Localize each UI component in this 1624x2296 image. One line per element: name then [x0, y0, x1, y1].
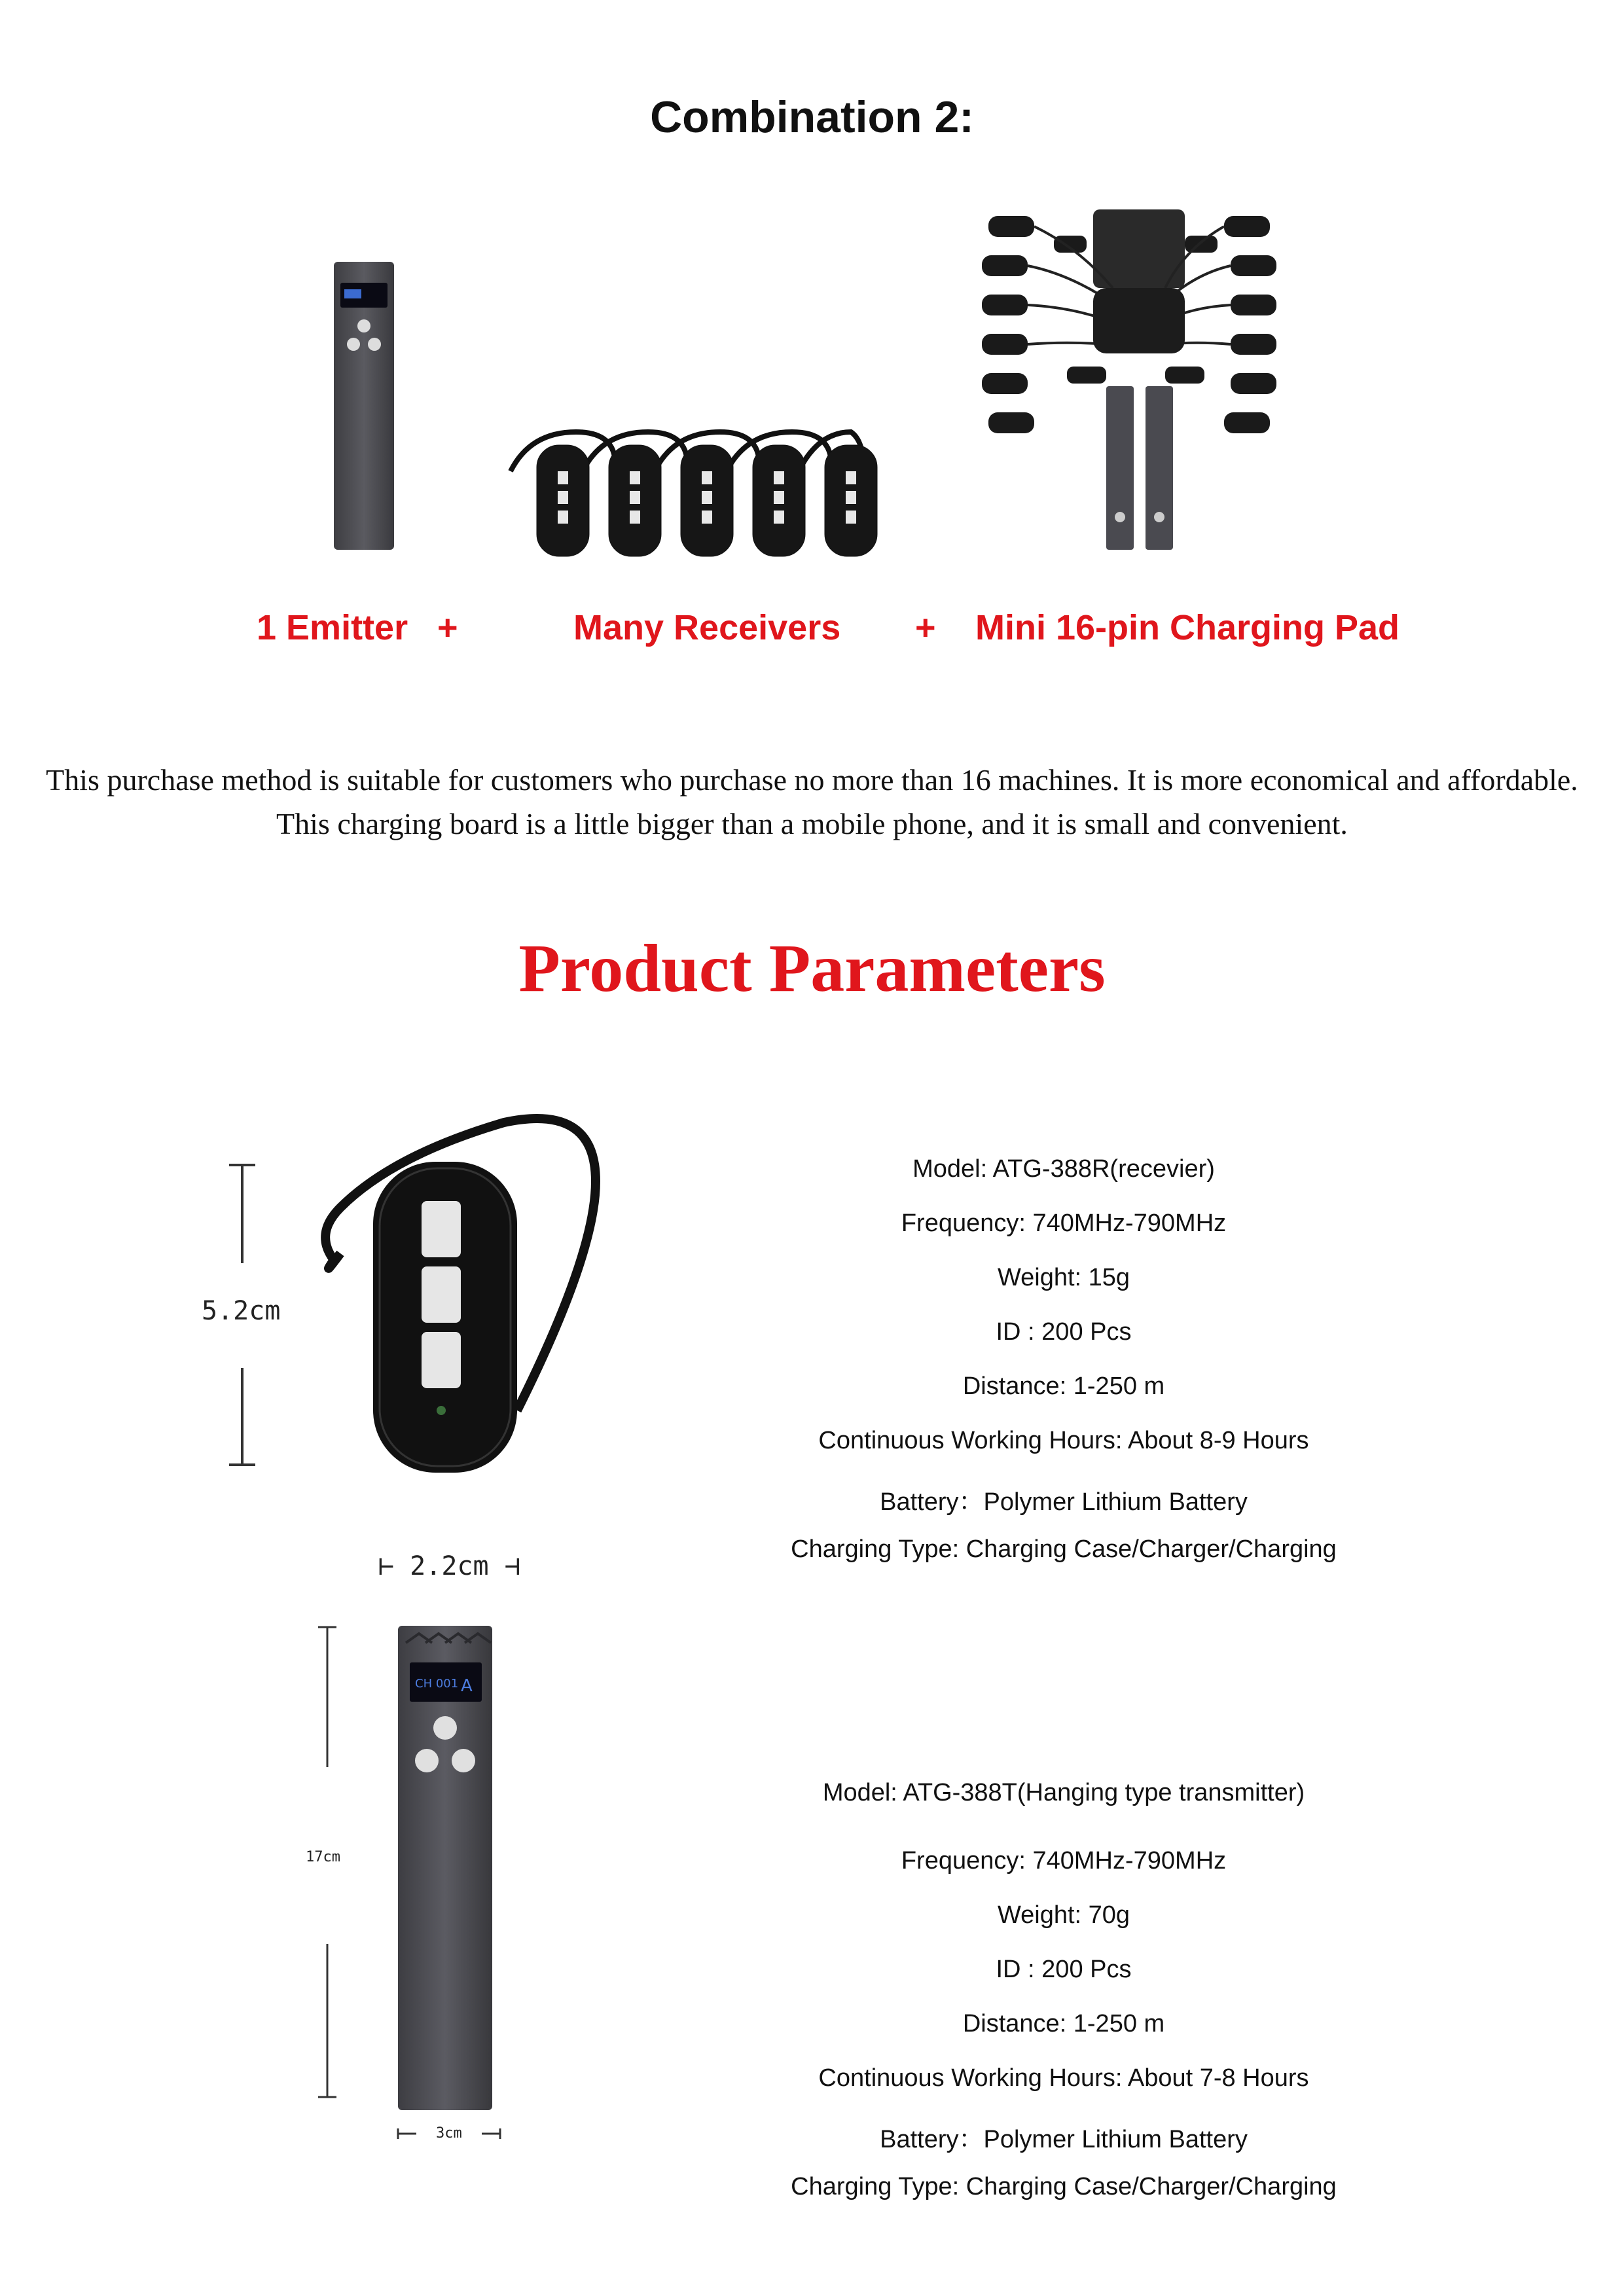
receiver-spec-weight: Weight: 15g [997, 1264, 1130, 1291]
transmitter-width-label: 3cm [436, 2125, 462, 2142]
transmitter-screen-text: CH 001 [415, 1677, 459, 1691]
transmitter-spec-hours: Continuous Working Hours: About 7-8 Hours [818, 2064, 1309, 2092]
description-line-2: This charging board is a little bigger than a mobile phone, and it is small and convenient. [276, 807, 1348, 840]
receiver-spec-distance: Distance: 1-250 m [962, 1372, 1165, 1400]
parameters-title: Product Parameters [518, 931, 1106, 1006]
transmitter-spec-distance: Distance: 1-250 m [962, 2010, 1165, 2037]
transmitter-spec-charging: Charging Type: Charging Case/Charger/Charging [791, 2173, 1337, 2200]
plus-sign-2: + [915, 608, 936, 647]
receiver-spec-id: ID : 200 Pcs [996, 1318, 1132, 1346]
transmitter-spec-weight: Weight: 70g [997, 1901, 1130, 1929]
description-line-1: This purchase method is suitable for customers who purchase no more than 16 machines. It is more economical and affordable. [46, 763, 1578, 797]
transmitter-spec-id: ID : 200 Pcs [996, 1956, 1132, 1983]
combination-title: Combination 2: [650, 92, 974, 142]
transmitter-image [393, 1623, 497, 2114]
receiver-height-label: 5.2cm [202, 1296, 281, 1326]
transmitter-spec-frequency: Frequency: 740MHz-790MHz [901, 1847, 1227, 1874]
transmitter-height-label: 17cm [306, 1849, 340, 1865]
receivers-label: Many Receivers [573, 608, 841, 647]
receiver-spec-hours: Continuous Working Hours: About 8-9 Hours [818, 1427, 1309, 1454]
transmitter-spec-battery: Battery：Polymer Lithium Battery [880, 2126, 1248, 2153]
transmitter-screen-letter: A [461, 1676, 473, 1696]
transmitter-spec-model: Model: ATG-388T(Hanging type transmitter) [822, 1779, 1305, 1806]
receiver-spec-model: Model: ATG-388R(recevier) [912, 1155, 1215, 1183]
emitter-image [327, 255, 406, 556]
charging-pad-label: Mini 16-pin Charging Pad [975, 608, 1400, 647]
receivers-image [504, 419, 871, 563]
receiver-width-label: ⊢ 2.2cm ⊣ [378, 1551, 520, 1581]
receiver-spec-frequency: Frequency: 740MHz-790MHz [901, 1210, 1227, 1237]
receiver-spec-battery: Battery：Polymer Lithium Battery [880, 1488, 1248, 1516]
charging-pad-image [969, 196, 1296, 563]
receiver-image [308, 1103, 615, 1482]
receiver-spec-charging: Charging Type: Charging Case/Charger/Charging [791, 1535, 1337, 1563]
emitter-label: 1 Emitter [257, 608, 408, 647]
plus-sign-1: + [437, 608, 458, 647]
